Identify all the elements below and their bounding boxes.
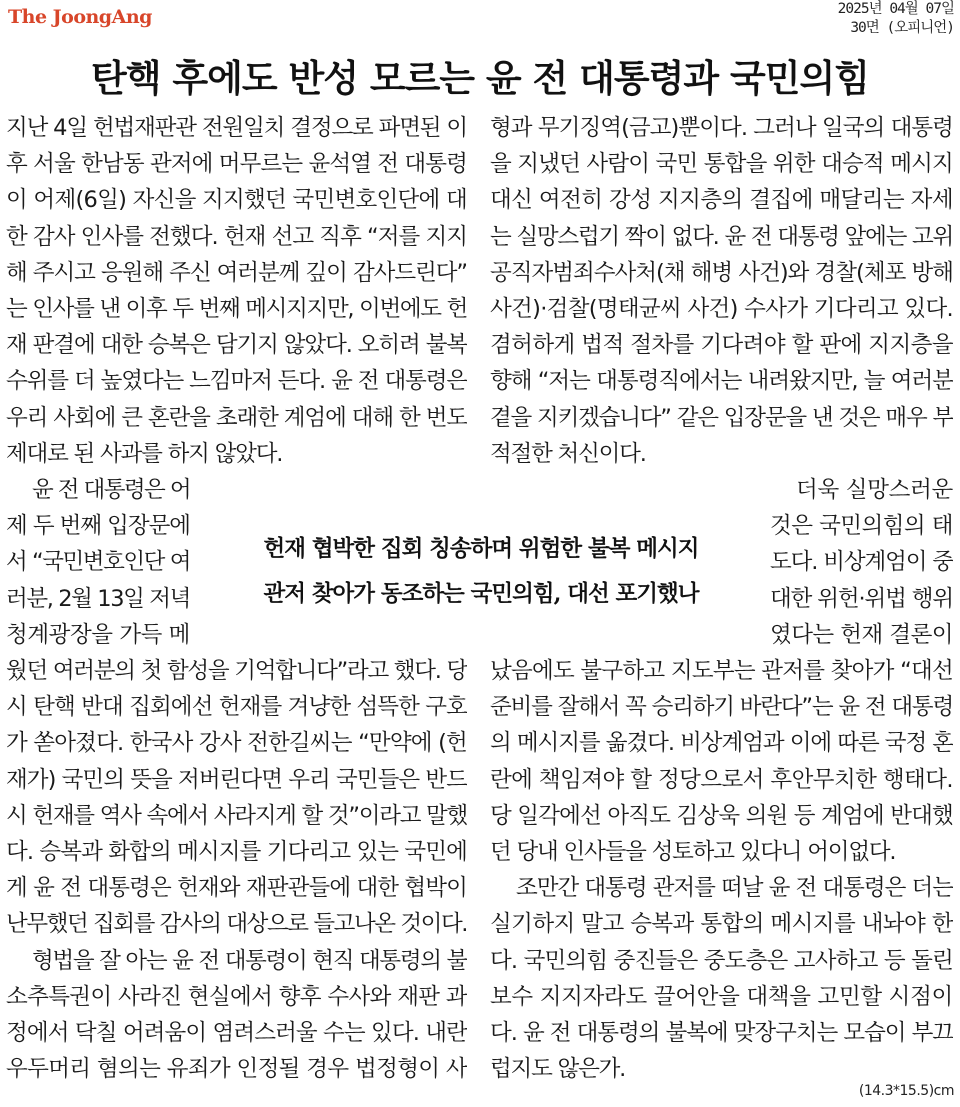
body-text-line: 윤 전 대통령은 어 (32, 477, 190, 503)
body-text-line: 준비를 잘해서 꼭 승리하기 바란다”는 윤 전 대통령 (490, 694, 953, 721)
body-text-line: 의 메시지를 옮겼다. 비상계엄과 이에 따른 국정 혼 (490, 730, 953, 757)
body-text-line: 제대로 된 사과를 하지 않았다. (6, 440, 283, 467)
subhead-line: 관저 찾아가 동조하는 국민의힘, 대선 포기했나 (263, 581, 699, 607)
body-text-line: 제 두 번째 입장문에 (6, 513, 190, 540)
body-text-line: 청계광장을 가득 메 (6, 621, 190, 648)
body-text-line: 대신 여전히 강성 지지층의 결집에 매달리는 자세 (490, 187, 953, 214)
issue-date: 2025년 04월 07일 (837, 1, 954, 17)
body-text-line: 곁을 지키겠습니다” 같은 입장문을 낸 것은 매우 부 (490, 404, 953, 431)
body-text-line: 재 판결에 대한 승복은 담기지 않았다. 오히려 불복 (6, 332, 467, 359)
body-text-line: 이 어제(6일) 자신을 지지했던 국민변호인단에 대 (6, 187, 467, 214)
article-size-note: (14.3*15.5)cm (858, 1083, 954, 1099)
body-text-line: 다. 윤 전 대통령의 불복에 맞장구치는 모습이 부끄 (490, 1020, 953, 1046)
body-text-line: 도다. 비상계엄이 중 (770, 549, 953, 576)
body-text-line: 웠던 여러분의 첫 함성을 기억합니다”라고 했다. 당 (6, 658, 467, 684)
body-text-line: 게 윤 전 대통령은 헌재와 재판관들에 대한 협박이 (6, 875, 467, 902)
body-text-line: 다. 승복과 화합의 메시지를 기다리고 있는 국민에 (6, 839, 467, 865)
body-text-line: 재가) 국민의 뜻을 저버린다면 우리 국민들은 반드 (6, 766, 467, 793)
body-text-line: 해 주시고 응원해 주신 여러분께 깊이 감사드린다” (6, 259, 467, 286)
body-text-line: 럽지도 않은가. (490, 1056, 626, 1083)
body-text-line: 대한 위헌·위법 행위 (770, 585, 953, 612)
newspaper-logo: The JoongAng (8, 6, 152, 28)
editorial-headline: 탄핵 후에도 반성 모르는 윤 전 대통령과 국민의힘 (90, 57, 869, 100)
body-text-line: 보수 지지자라도 끌어안을 대책을 고민할 시점이 (490, 983, 953, 1010)
body-text-line: 수위를 더 높였다는 느낌마저 든다. 윤 전 대통령은 (6, 368, 467, 395)
body-text-line: 는 실망스럽기 짝이 없다. 윤 전 대통령 앞에는 고위 (490, 223, 953, 250)
body-text-line: 란에 책임져야 할 정당으로서 후안무치한 행태다. (490, 766, 953, 793)
body-text-line: 소추특권이 사라진 현실에서 향후 수사와 재판 과 (6, 983, 467, 1010)
body-text-line: 겸허하게 법적 절차를 기다려야 할 판에 지지층을 (490, 332, 953, 359)
body-text-line: 공직자범죄수사처(채 해병 사건)와 경찰(체포 방해 (490, 259, 953, 286)
body-text-line: 정에서 닥칠 어려움이 염려스러울 수는 있다. 내란 (6, 1020, 467, 1046)
body-text-line: 난무했던 집회를 감사의 대상으로 들고나온 것이다. (6, 911, 467, 938)
body-text-line: 던 당내 인사들을 성토하고 있다니 어이없다. (490, 839, 896, 865)
subhead-line: 헌재 협박한 집회 칭송하며 위험한 불복 메시지 (263, 536, 699, 562)
body-text-line: 시 탄핵 반대 집회에선 헌재를 겨냥한 섬뜩한 구호 (6, 694, 467, 721)
body-text-line: 형법을 잘 아는 윤 전 대통령이 현직 대통령의 불 (32, 947, 467, 974)
body-text-line: 한 감사 인사를 전했다. 헌재 선고 직후 “저를 지지 (6, 223, 467, 250)
body-text-line: 러분, 2월 13일 저녁 (6, 585, 190, 612)
body-text-line: 당 일각에선 아직도 김상욱 의원 등 계엄에 반대했 (490, 802, 953, 829)
body-text-line: 적절한 처신이다. (490, 440, 646, 467)
body-text-line: 지난 4일 헌법재판관 전원일치 결정으로 파면된 이 (6, 115, 467, 141)
body-text-line: 우리 사회에 큰 혼란을 초래한 계엄에 대해 한 번도 (6, 404, 467, 431)
body-text-line: 다. 국민의힘 중진들은 중도층은 고사하고 등 돌린 (490, 947, 953, 974)
body-text-line: 더욱 실망스러운 (796, 477, 953, 503)
body-text-line: 실기하지 말고 승복과 통합의 메시지를 내놔야 한 (490, 911, 953, 938)
page-section: 30면 (오피니언) (850, 20, 954, 36)
body-text-line: 을 지냈던 사람이 국민 통합을 위한 대승적 메시지 (490, 151, 953, 178)
body-text-line: 였다는 헌재 결론이 (770, 621, 953, 648)
body-text-line: 조만간 대통령 관저를 떠날 윤 전 대통령은 더는 (516, 875, 953, 902)
pull-subhead (236, 527, 726, 617)
body-text-line: 향해 “저는 대통령직에서는 내려왔지만, 늘 여러분 (490, 368, 953, 395)
body-text-line: 사건)·검찰(명태균씨 사건) 수사가 기다리고 있다. (490, 296, 953, 322)
issue-meta (838, 0, 954, 38)
body-text-line: 시 헌재를 역사 속에서 사라지게 할 것”이라고 말했 (6, 802, 467, 829)
body-text-line: 형과 무기징역(금고)뿐이다. 그러나 일국의 대통령 (490, 115, 953, 141)
body-text-line: 가 쏟아졌다. 한국사 강사 전한길씨는 “만약에 (헌 (6, 730, 467, 757)
body-text-line: 후 서울 한남동 관저에 머무르는 윤석열 전 대통령 (6, 151, 467, 178)
body-text-line: 우두머리 혐의는 유죄가 인정될 경우 법정형이 사 (6, 1056, 467, 1083)
body-text-line: 것은 국민의힘의 태 (770, 513, 953, 540)
body-text-line: 났음에도 불구하고 지도부는 관저를 찾아가 “대선 (490, 658, 953, 684)
body-text-line: 는 인사를 낸 이후 두 번째 메시지지만, 이번에도 헌 (6, 296, 467, 322)
body-text-line: 서 “국민변호인단 여 (6, 549, 190, 576)
